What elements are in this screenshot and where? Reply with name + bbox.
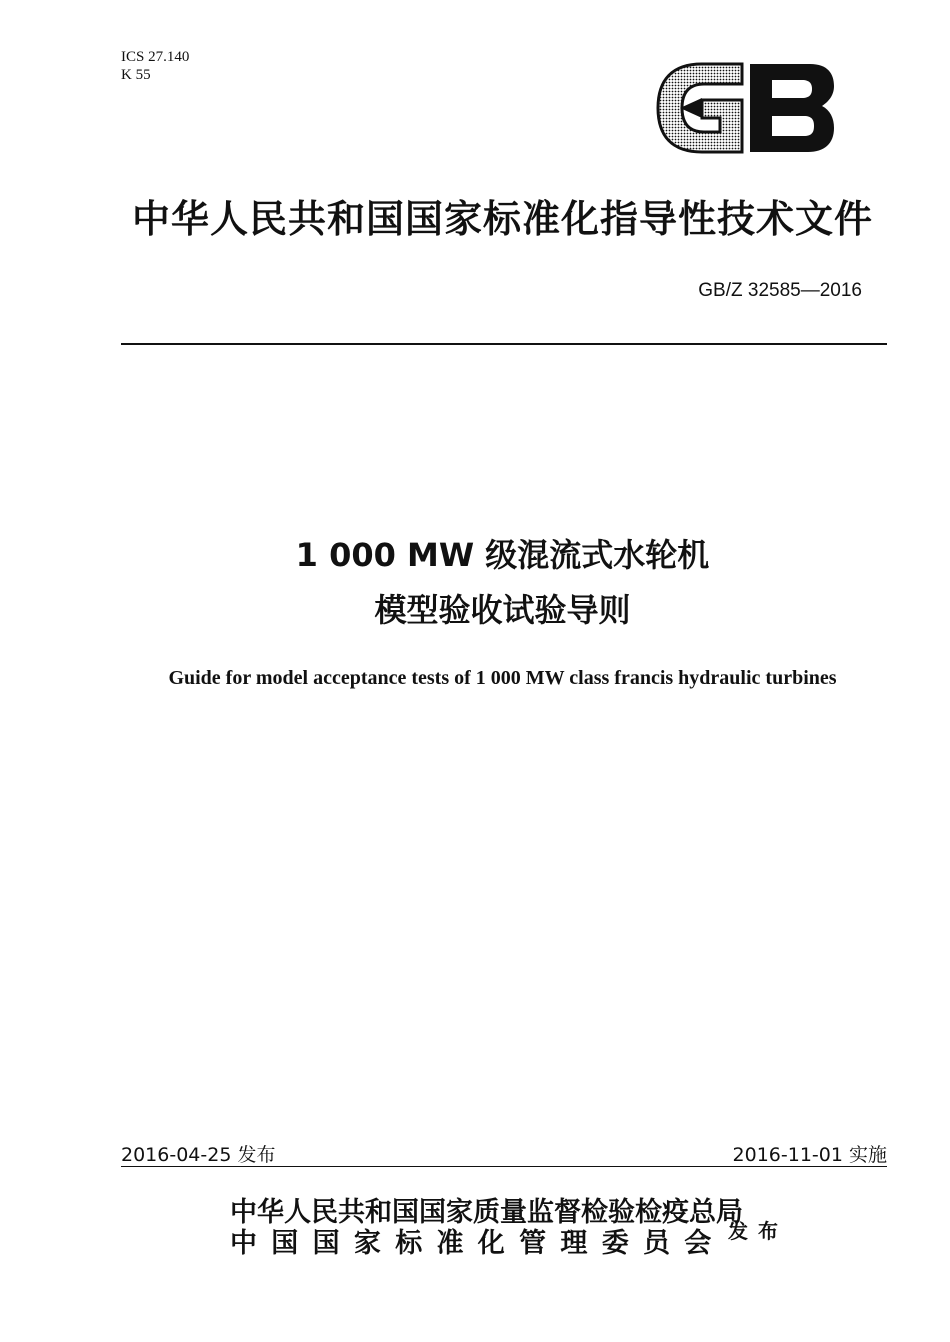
issuing-authorities <box>230 1197 743 1259</box>
ics-block <box>121 48 189 84</box>
english-title: Guide for model acceptance tests of 1 000 MW class francis hydraulic turbines <box>168 667 837 689</box>
document-type-title: 中华人民共和国国家标准化指导性技术文件 <box>131 197 873 241</box>
gb-logo <box>650 60 836 156</box>
issuer-aqsiq: 中华人民共和国国家质量监督检验检疫总局 <box>230 1197 743 1228</box>
ccs-code: K 55 <box>121 67 151 83</box>
publish-label: 发布 <box>728 1219 788 1243</box>
title-line-2: 模型验收试验导则 <box>374 591 631 629</box>
release-date: 2016-04-25 发布 <box>121 1144 276 1166</box>
title-line-1: 1 000 MW 级混流式水轮机 <box>295 536 710 574</box>
header-divider <box>121 343 887 345</box>
implementation-date: 2016-11-01 实施 <box>732 1144 887 1166</box>
issuer-sac: 中国国家标准化管理委员会 <box>230 1228 726 1259</box>
footer-divider <box>121 1166 887 1167</box>
ics-code: ICS 27.140 <box>121 49 190 65</box>
standard-number: GB/Z 32585—2016 <box>698 280 862 301</box>
